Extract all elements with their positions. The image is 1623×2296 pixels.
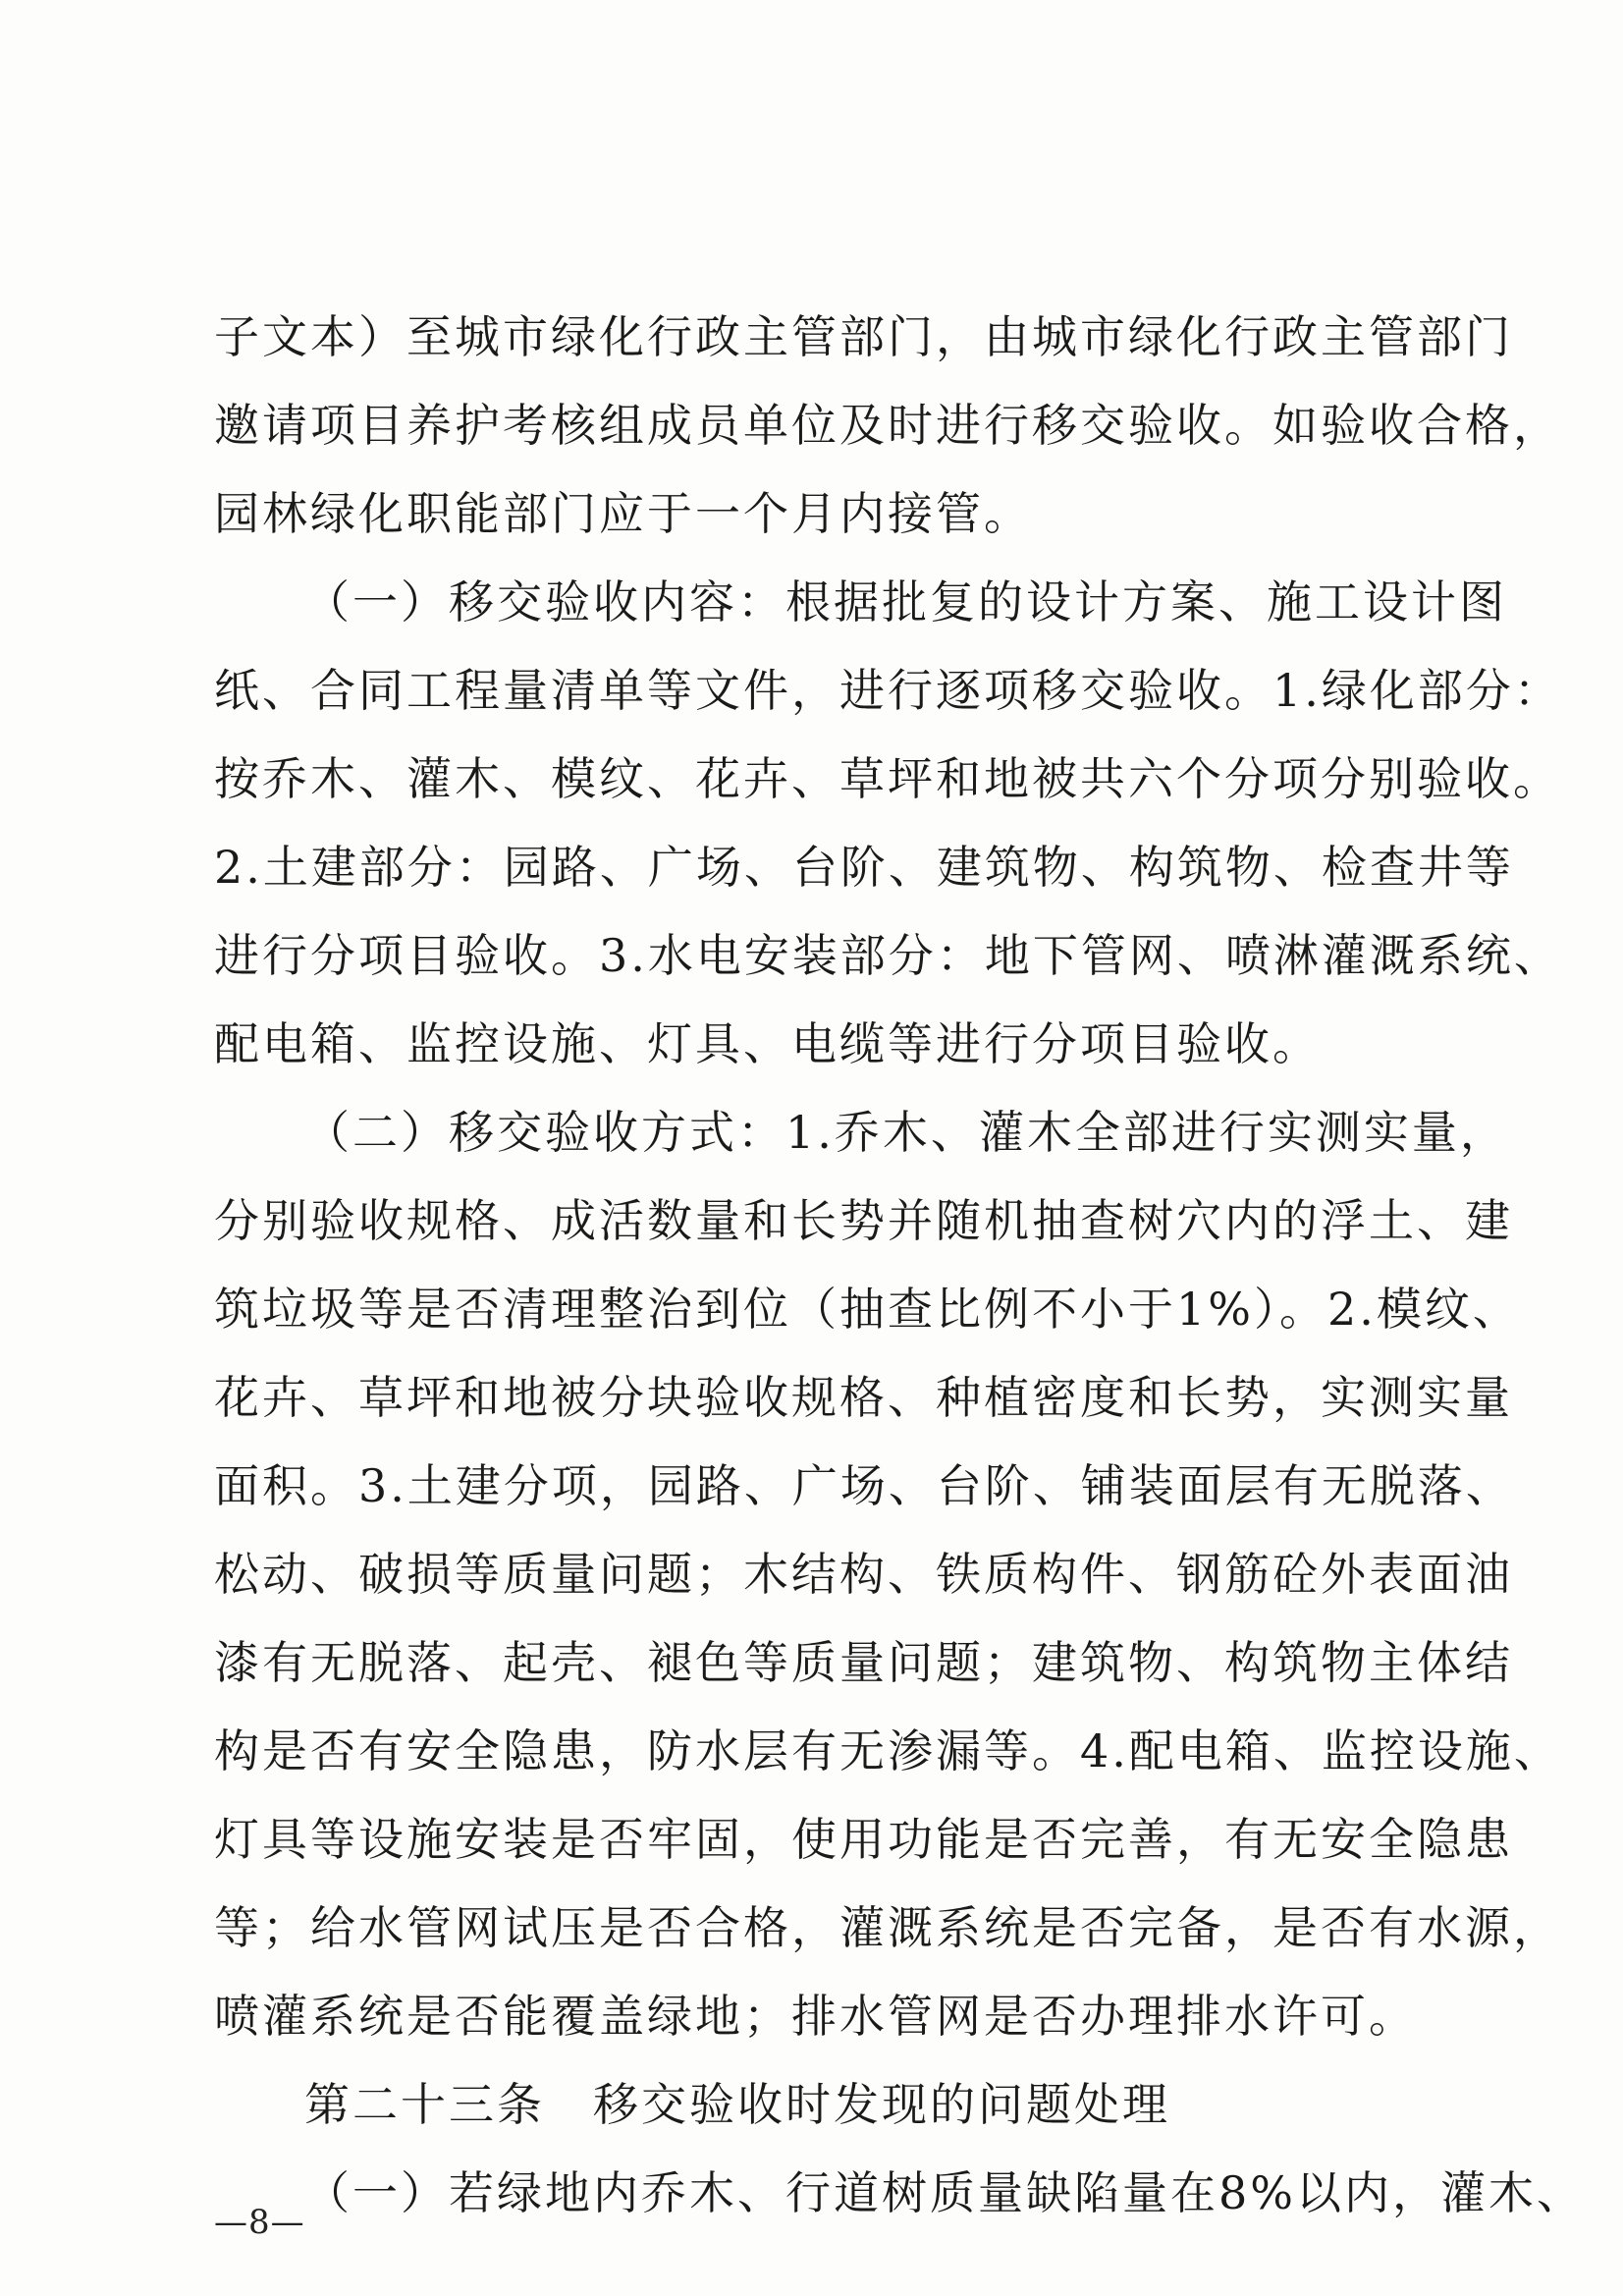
text-line-20: 喷灌系统是否能覆盖绿地；排水管网是否办理排水许可。 xyxy=(214,1990,1417,2043)
text-line-15: 松动、破损等质量问题；木结构、铁质构件、钢筋砼外表面油 xyxy=(214,1548,1513,1601)
text-line-17: 构是否有安全隐患，防水层有无渗漏等。4.配电箱、监控设施、 xyxy=(214,1724,1562,1777)
text-line-4: （一）移交验收内容：根据批复的设计方案、施工设计图 xyxy=(304,575,1507,629)
text-line-3: 园林绿化职能部门应于一个月内接管。 xyxy=(214,487,1032,540)
text-line-7: 2.土建部分：园路、广场、台阶、建筑物、构筑物、检查井等 xyxy=(214,841,1514,894)
text-line-5: 纸、合同工程量清单等文件，进行逐项移交验收。1.绿化部分： xyxy=(214,664,1562,717)
text-line-22: （一）若绿地内乔木、行道树质量缺陷量在8%以内，灌木、 xyxy=(304,2166,1585,2219)
text-line-11: 分别验收规格、成活数量和长势并随机抽查树穴内的浮土、建 xyxy=(214,1194,1513,1247)
text-line-9: 配电箱、监控设施、灯具、电缆等进行分项目验收。 xyxy=(214,1017,1321,1070)
text-line-12: 筑垃圾等是否清理整治到位（抽查比例不小于1%）。2.模纹、 xyxy=(214,1283,1521,1336)
text-line-13: 花卉、草坪和地被分块验收规格、种植密度和长势，实测实量 xyxy=(214,1371,1513,1424)
text-line-2: 邀请项目养护考核组成员单位及时进行移交验收。如验收合格， xyxy=(214,399,1561,452)
text-line-6: 按乔木、灌木、模纹、花卉、草坪和地被共六个分项分别验收。 xyxy=(214,752,1561,805)
text-line-19: 等；给水管网试压是否合格，灌溉系统是否完备，是否有水源， xyxy=(214,1901,1561,1954)
text-line-18: 灯具等设施安装是否牢固，使用功能是否完善，有无安全隐患 xyxy=(214,1813,1513,1866)
text-line-14: 面积。3.土建分项，园路、广场、台阶、铺装面层有无脱落、 xyxy=(214,1459,1514,1512)
text-line-10: （二）移交验收方式：1.乔木、灌木全部进行实测实量， xyxy=(304,1106,1508,1159)
text-line-8: 进行分项目验收。3.水电安装部分：地下管网、喷淋灌溉系统、 xyxy=(214,929,1562,982)
text-line-16: 漆有无脱落、起壳、褪色等质量问题；建筑物、构筑物主体结 xyxy=(214,1636,1513,1689)
text-line-1: 子文本）至城市绿化行政主管部门，由城市绿化行政主管部门 xyxy=(214,310,1513,363)
article-heading: 第二十三条 移交验收时发现的问题处理 xyxy=(304,2078,1170,2131)
page-number: —8— xyxy=(214,2203,305,2242)
